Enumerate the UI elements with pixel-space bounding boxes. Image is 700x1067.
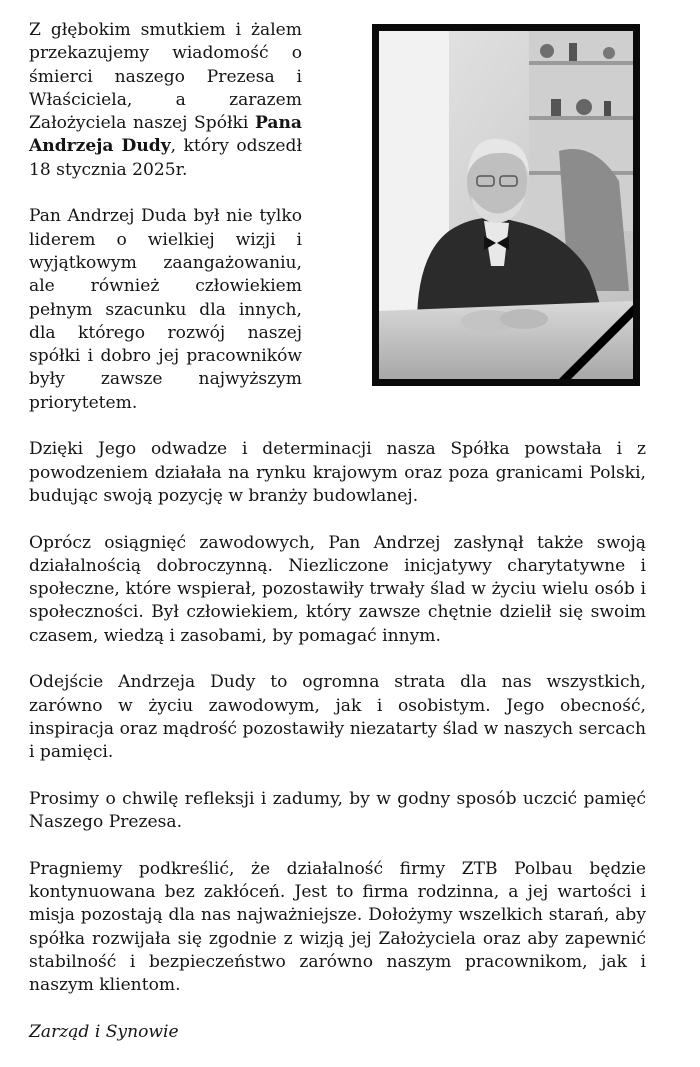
signature: Zarząd i Synowie [29,1021,179,1042]
deceased-name: Pana Andrzeja Dudy [29,113,302,157]
intro-text-end: , który odszedł 18 stycznia 2025r. [29,136,302,180]
paragraph: Dzięki Jego odwadze i determinacji nasza Spółka powstała i z powodzeniem działała na rynku krajowym oraz poza granicami Polski, budując swoją pozycję w branży budowlanej. [29,439,646,506]
photo-placeholder [302,19,646,394]
paragraph: Oprócz osiągnięć zawodowych, Pan Andrzej zasłynął także swoją działalnością dobroczynną. Niezliczone inicjatywy charytatywne i społeczne, które wspierał, pozostawiły trwały ślad w życiu wielu osób i społeczności. Był człowiekiem, który zawsze chętnie dzielił się swoim czasem, wiedzą i zasobami, by pomagać innym. [29,532,646,646]
paragraph: Pragniemy podkreślić, że działalność firmy ZTB Polbau będzie kontynuowana bez zakłóceń. Jest to firma rodzinna, a jej wartości i misja pozostają dla nas najważniejsze. Dołożymy wszelkich starań, aby spółka rozwijała się zgodnie z wizją jej Założyciela oraz aby zapewnić stabilność i bezpieczeństwo zarówno naszym pracownikom, jak i naszym klientom. [29,858,646,996]
intro-text: Z głębokim smutkiem i żalem przekazujemy wiadomość o śmierci naszego Prezesa i Właściciela, a zarazem Założyciela naszej Spółki [29,20,302,134]
obituary-text [29,19,646,1067]
paragraph: Prosimy o chwilę refleksji i zadumy, by w godny sposób uczcić pamięć Naszego Prezesa. [29,788,646,833]
paragraph: Odejście Andrzeja Dudy to ogromna strata dla nas wszystkich, zarówno w życiu zawodowym, jak i osobistym. Jego obecność, inspiracja oraz mądrość pozostawiły niezatarty ślad w naszych sercach i pamięci. [29,672,646,763]
paragraph: Pan Andrzej Duda był nie tylko liderem o wielkiej wizji i wyjątkowym zaangażowaniu, ale również człowiekiem pełnym szacunku dla innych, dla którego rozwój naszej spółki i dobro jej pracowników były zawsze najwyższym priorytetem. [29,206,302,413]
